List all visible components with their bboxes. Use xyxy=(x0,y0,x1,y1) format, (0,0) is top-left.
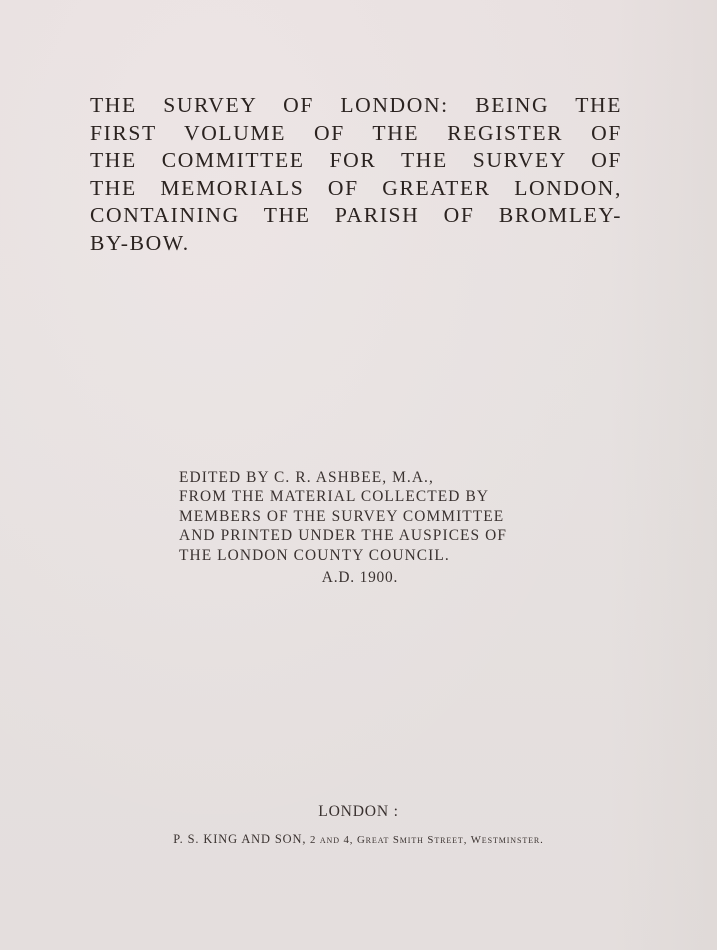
title-line: FIRST VOLUME OF THE REGISTER OF xyxy=(90,120,622,145)
editorial-line: EDITED BY C. R. ASHBEE, M.A., xyxy=(179,469,434,486)
book-title xyxy=(90,92,622,257)
title-line: THE COMMITTEE FOR THE SURVEY OF xyxy=(90,148,622,172)
title-line: BY-BOW. xyxy=(90,230,190,255)
imprint-publisher xyxy=(0,832,717,847)
publisher-name: P. S. KING AND SON, xyxy=(173,832,307,846)
editorial-line: FROM THE MATERIAL COLLECTED BY xyxy=(179,488,490,506)
publication-date: A.D. 1900. xyxy=(321,569,399,587)
title-line: THE MEMORIALS OF GREATER LONDON, xyxy=(90,175,622,200)
editorial-line: THE LONDON COUNTY COUNCIL. xyxy=(179,546,450,564)
imprint-place: LONDON : xyxy=(318,803,399,820)
editorial-statement xyxy=(179,468,541,587)
publisher-address: 2 and 4, Great Smith Street, Westminster. xyxy=(309,834,544,846)
editorial-line: MEMBERS OF THE SURVEY COMMITTEE xyxy=(179,507,505,525)
title-line: CONTAINING THE PARISH OF BROMLEY- xyxy=(90,203,622,227)
title-line: THE SURVEY OF LONDON: BEING THE xyxy=(90,93,622,117)
editorial-line: AND PRINTED UNDER THE AUSPICES OF xyxy=(179,527,508,545)
